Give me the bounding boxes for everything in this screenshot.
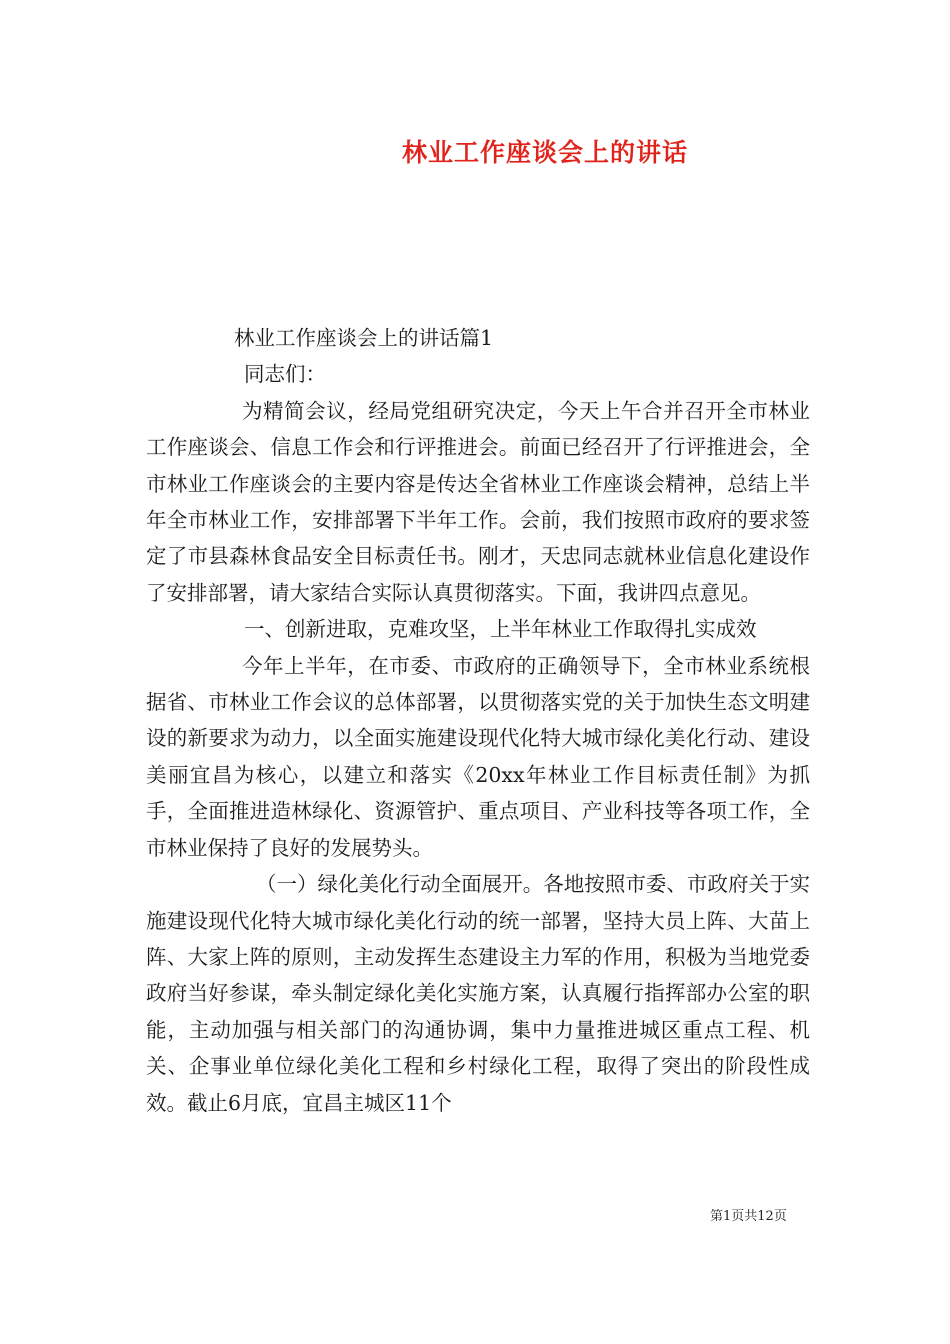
paragraph: 今年上半年，在市委、市政府的正确领导下，全市林业系统根据省、市林业工作会议的总体部署，以贯彻落实党的关于加快生态文明建设的新要求为动力，以全面实施建设现代化特大城市绿化美化行动、建设美丽宜昌为核心，以建立和落实《20xx年林业工作目标责任制》为抓手，全面推进造林绿化、资源管护、重点项目、产业科技等各项工作，全市林业保持了良好的发展势头。 — [146, 653, 810, 860]
paragraph: （一）绿化美化行动全面展开。各地按照市委、市政府关于实施建设现代化特大城市绿化美化行动的统一部署，坚持大员上阵、大苗上阵、大家上阵的原则，主动发挥生态建设主力军的作用，积极为当地党委政府当好参谋，牵头制定绿化美化实施方案，认真履行指挥部办公室的职能，主动加强与相关部门的沟通协调，集中力量推进城区重点工程、机关、企事业单位绿化美化工程和乡村绿化工程，取得了突出的阶段性成效。截止6月底，宜昌主城区11个 — [146, 872, 810, 1115]
greeting: 同志们： — [244, 362, 326, 387]
section-subtitle: 林业工作座谈会上的讲话篇1 — [234, 326, 494, 350]
section-heading: 一、创新进取，克难攻坚，上半年林业工作取得扎实成效 — [244, 617, 757, 642]
document-body — [146, 320, 810, 1121]
document-title: 林业工作座谈会上的讲话 — [401, 138, 688, 167]
paragraph: 为精简会议，经局党组研究决定，今天上午合并召开全市林业工作座谈会、信息工作会和行评推进会。前面已经召开了行评推进会，全市林业工作座谈会的主要内容是传达全省林业工作座谈会精神，总结上半年全市林业工作，安排部署下半年工作。会前，我们按照市政府的要求签定了市县森林食品安全目标责任书。刚才，天忠同志就林业信息化建设作了安排部署，请大家结合实际认真贯彻落实。下面，我讲四点意见。 — [146, 398, 810, 605]
page-number: 第1页共12页 — [710, 1209, 787, 1224]
